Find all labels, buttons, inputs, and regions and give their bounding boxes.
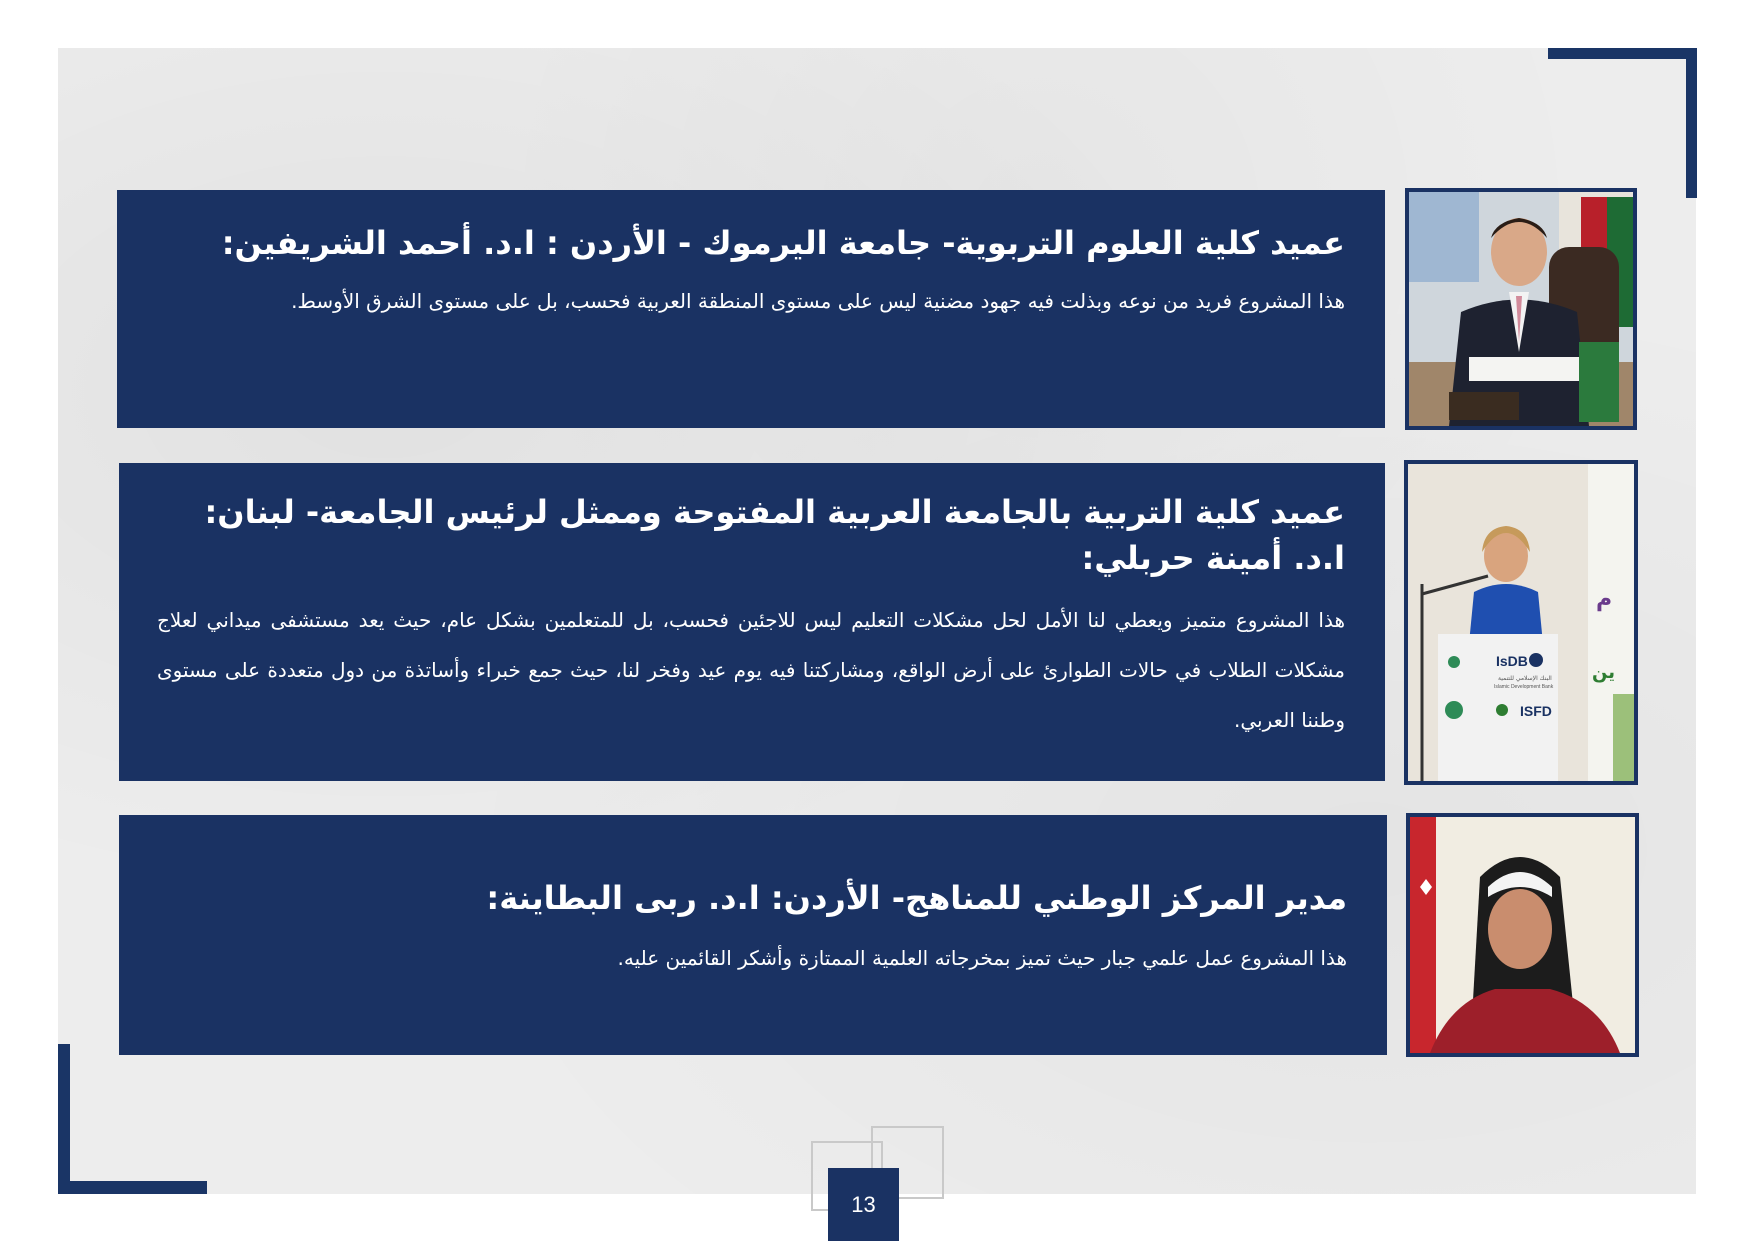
portrait-photo-3 — [1406, 813, 1639, 1057]
isfd-label: ISFD — [1520, 703, 1552, 719]
banner-text-1: م — [1596, 587, 1613, 612]
testimonial-title-2-line2: ا.د. أمينة حربلي: — [1081, 539, 1345, 577]
portrait-photo-2 — [1404, 460, 1638, 785]
banner-text-2: ين — [1592, 662, 1615, 683]
isdb-arabic-label: البنك الإسلامي للتنمية — [1498, 675, 1552, 682]
corner-frame-top-right — [1548, 48, 1697, 59]
testimonial-card-3 — [119, 815, 1387, 1055]
testimonial-title-1: عميد كلية العلوم التربوية- جامعة اليرموك - الأردن : ا.د. أحمد الشريفين: — [221, 224, 1345, 262]
portrait-man-image — [1409, 192, 1633, 426]
corner-frame-bottom-left — [58, 1181, 207, 1194]
testimonial-title-3: مدير المركز الوطني للمناهج- الأردن: ا.د. ربى البطاينة: — [486, 879, 1347, 917]
testimonial-card-2 — [119, 463, 1385, 781]
testimonial-card-1 — [117, 190, 1385, 428]
testimonial-title-2-line1: عميد كلية التربية بالجامعة العربية المفتوحة وممثل لرئيس الجامعة- لبنان: — [204, 493, 1345, 531]
page-number: 13 — [828, 1168, 899, 1241]
corner-frame-bottom-left-vertical — [58, 1044, 70, 1194]
isdb-english-label: Islamic Development Bank — [1494, 684, 1554, 690]
portrait-photo-1 — [1405, 188, 1637, 430]
testimonial-text-2: هذا المشروع متميز ويعطي لنا الأمل لحل مشكلات التعليم ليس للاجئين فحسب، بل للمتعلمين بشكل عام، حيث يعد مستشفى ميداني لعلاج مشكلات الطلاب في حالات الطوارئ على أرض الواقع، ومشاركتنا فيه يوم عيد وفخر لنا، حيث جمع خبراء وأساتذة من دول متعددة على مستوى وطننا العربي. — [157, 608, 1345, 732]
corner-frame-top-right-vertical — [1686, 48, 1697, 198]
portrait-woman-image — [1410, 817, 1635, 1053]
testimonial-title-2 — [157, 489, 1345, 581]
speaker-at-podium-image — [1408, 464, 1634, 781]
testimonial-text-3: هذا المشروع عمل علمي جبار حيث تميز بمخرجاته العلمية الممتازة وأشكر القائمين عليه. — [617, 946, 1347, 970]
isdb-label: IsDB — [1496, 653, 1528, 669]
testimonial-text-1: هذا المشروع فريد من نوعه وبذلت فيه جهود مضنية ليس على مستوى المنطقة العربية فحسب، بل على مستوى الشرق الأوسط. — [291, 289, 1345, 313]
